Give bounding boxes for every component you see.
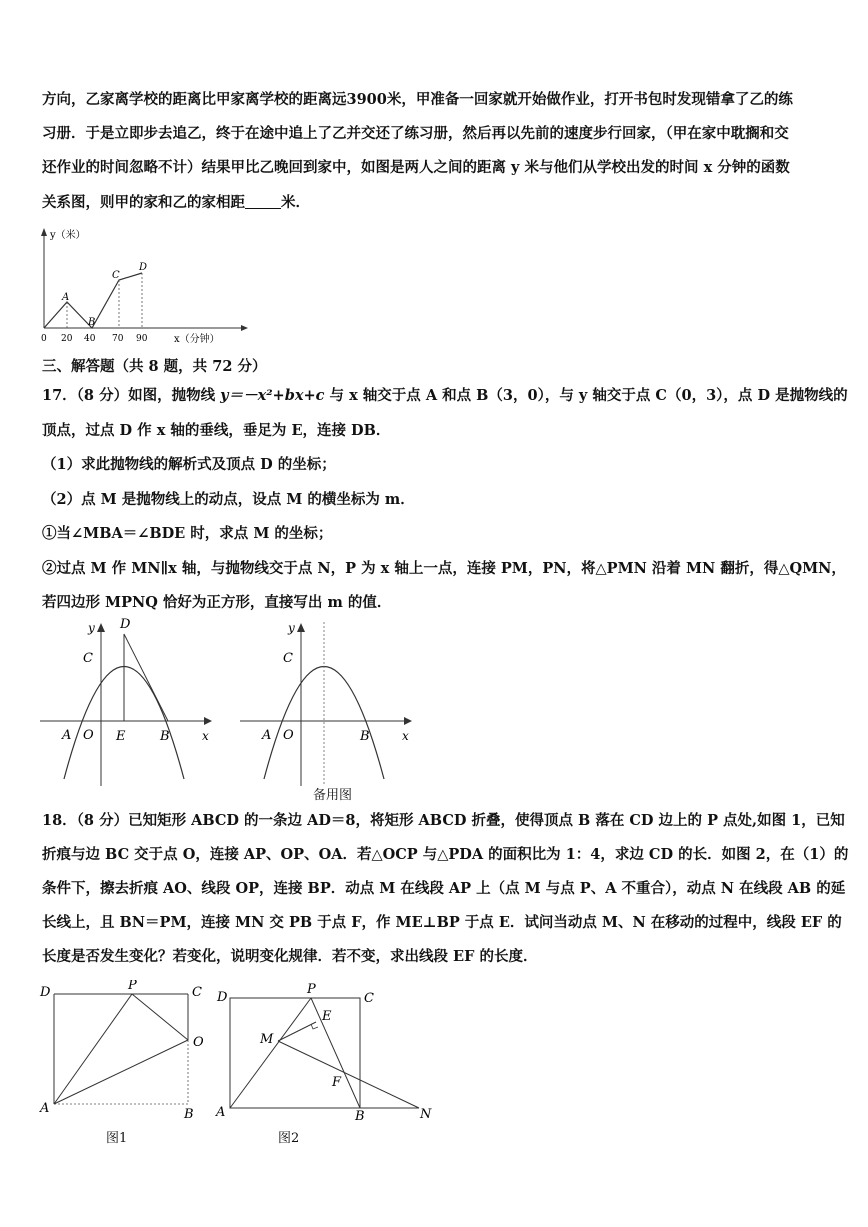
fig1-d-label: D bbox=[120, 617, 131, 632]
q17-sub-2: ②过点 M 作 MN∥x 轴，与抛物线交于点 N，P 为 x 轴上一点，连接 PM，PN，将△PMN 沿着 MN 翻折，得△QMN， bbox=[42, 560, 846, 577]
q17-line-1-end: 与 x 轴交于点 A 和点 B（3，0），与 y 轴交于点 C（0，3），点 D 是抛物线的 bbox=[329, 387, 848, 404]
fig1-b-label: B bbox=[160, 729, 170, 744]
graph-tick-20: 20 bbox=[61, 334, 73, 344]
q18-figure-1 bbox=[36, 980, 216, 1120]
q16-line-4-text: 关系图，则甲的家和乙的家相距 bbox=[42, 194, 245, 211]
q17-sub-1: ①当∠MBA＝∠BDE 时，求点 M 的坐标； bbox=[42, 525, 333, 542]
answer-blank bbox=[245, 194, 281, 209]
fig1-a-label: A bbox=[62, 728, 72, 743]
q18f2-m: M bbox=[260, 1032, 274, 1047]
q18f2-n: N bbox=[420, 1107, 432, 1120]
q16-line-4-end: 米． bbox=[281, 194, 310, 211]
graph-origin: 0 bbox=[41, 334, 47, 344]
q17-equation: y＝－x²+bx+c bbox=[220, 387, 325, 404]
q18f2-d: D bbox=[217, 990, 228, 1005]
fig2-o-label: O bbox=[283, 728, 294, 743]
q18f2-e: E bbox=[322, 1009, 332, 1024]
graph-y-label: y（米） bbox=[50, 230, 86, 241]
graph-point-a: A bbox=[62, 292, 70, 303]
q17-parabola-figure bbox=[36, 614, 222, 790]
graph-tick-40: 40 bbox=[84, 334, 96, 344]
q16-line-3: 还作业的时间忽略不计）结果甲比乙晚回到家中，如图是两人之间的距离 y 米与他们从学校出发的时间 x 分钟的函数 bbox=[42, 159, 790, 176]
fig2-y-label: y bbox=[288, 621, 295, 635]
q18f1-o: O bbox=[193, 1035, 204, 1050]
q18-line-4: 长线上，且 BN＝PM，连接 MN 交 PB 于点 F，作 ME⊥BP 于点 E．试问当动点 M、N 在移动的过程中，线段 EF 的 bbox=[42, 914, 842, 931]
graph-tick-70: 70 bbox=[112, 334, 124, 344]
section-heading: 三、解答题（共 8 题，共 72 分） bbox=[42, 358, 267, 375]
q18f2-b: B bbox=[355, 1109, 365, 1120]
q17-part-2: （2）点 M 是抛物线上的动点，设点 M 的横坐标为 m． bbox=[42, 491, 415, 508]
q16-line-4 bbox=[42, 193, 832, 213]
q18-fig1-caption: 图1 bbox=[106, 1131, 128, 1146]
graph-x-label: x（分钟） bbox=[174, 334, 220, 345]
q17-line-1 bbox=[42, 386, 848, 406]
q17-line-1-start: 17．（8 分）如图，抛物线 bbox=[42, 387, 216, 404]
fig2-a-label: A bbox=[262, 728, 272, 743]
fig2-x-label: x bbox=[402, 729, 409, 743]
backup-figure-caption: 备用图 bbox=[313, 788, 353, 803]
q17-part-1: （1）求此抛物线的解析式及顶点 D 的坐标； bbox=[42, 456, 336, 473]
q18f1-b: B bbox=[184, 1107, 194, 1120]
q18f2-f: F bbox=[332, 1075, 342, 1090]
fig1-y-label: y bbox=[88, 621, 95, 635]
q17-sub-2-cont: 若四边形 MPNQ 恰好为正方形，直接写出 m 的值． bbox=[42, 594, 392, 611]
graph-tick-90: 90 bbox=[136, 334, 148, 344]
q18f1-p: P bbox=[128, 980, 137, 993]
fig1-c-label: C bbox=[83, 651, 93, 666]
fig1-o-label: O bbox=[83, 728, 94, 743]
graph-point-c: C bbox=[112, 270, 120, 281]
q17-line-2: 顶点，过点 D 作 x 轴的垂线，垂足为 E，连接 DB． bbox=[42, 422, 391, 439]
fig2-b-label: B bbox=[360, 729, 370, 744]
q17-backup-figure bbox=[236, 614, 422, 790]
q18-line-3: 条件下，擦去折痕 AO、线段 OP，连接 BP．动点 M 在线段 AP 上（点 M 与点 P、A 不重合），动点 N 在线段 AB 的延 bbox=[42, 880, 846, 897]
fig1-e-label: E bbox=[116, 729, 126, 744]
q18f1-c: C bbox=[192, 985, 202, 1000]
q16-line-1: 方向，乙家离学校的距离比甲家离学校的距离远3900米，甲准备一回家就开始做作业，打开书包时发现错拿了乙的练 bbox=[42, 91, 793, 108]
q18f2-c: C bbox=[364, 991, 374, 1006]
fig2-c-label: C bbox=[283, 651, 293, 666]
q18-figure-2 bbox=[214, 980, 438, 1120]
q18-line-1: 18．（8 分）已知矩形 ABCD 的一条边 AD＝8，将矩形 ABCD 折叠，使得顶点 B 落在 CD 边上的 P 点处,如图 1，已知 bbox=[42, 812, 845, 829]
graph-point-b: B bbox=[88, 317, 96, 328]
q18f2-p: P bbox=[307, 982, 316, 997]
q18-fig2-caption: 图2 bbox=[278, 1131, 300, 1146]
graph-point-d: D bbox=[139, 262, 148, 273]
fig1-x-label: x bbox=[202, 729, 209, 743]
q18-line-5: 长度是否发生变化？若变化，说明变化规律．若不变，求出线段 EF 的长度． bbox=[42, 948, 538, 965]
q16-line-2: 习册．于是立即步去追乙，终于在途中追上了乙并交还了练习册，然后再以先前的速度步行回家，（甲在家中耽搁和交 bbox=[42, 125, 789, 142]
q16-distance-time-graph bbox=[36, 224, 266, 350]
q18f1-a: A bbox=[40, 1101, 50, 1116]
q18f2-a: A bbox=[216, 1105, 226, 1120]
q18f1-d: D bbox=[40, 985, 51, 1000]
q18-line-2: 折痕与边 BC 交于点 O，连接 AP、OP、OA．若△OCP 与△PDA 的面积比为 1：4，求边 CD 的长．如图 2，在（1）的 bbox=[42, 846, 849, 863]
